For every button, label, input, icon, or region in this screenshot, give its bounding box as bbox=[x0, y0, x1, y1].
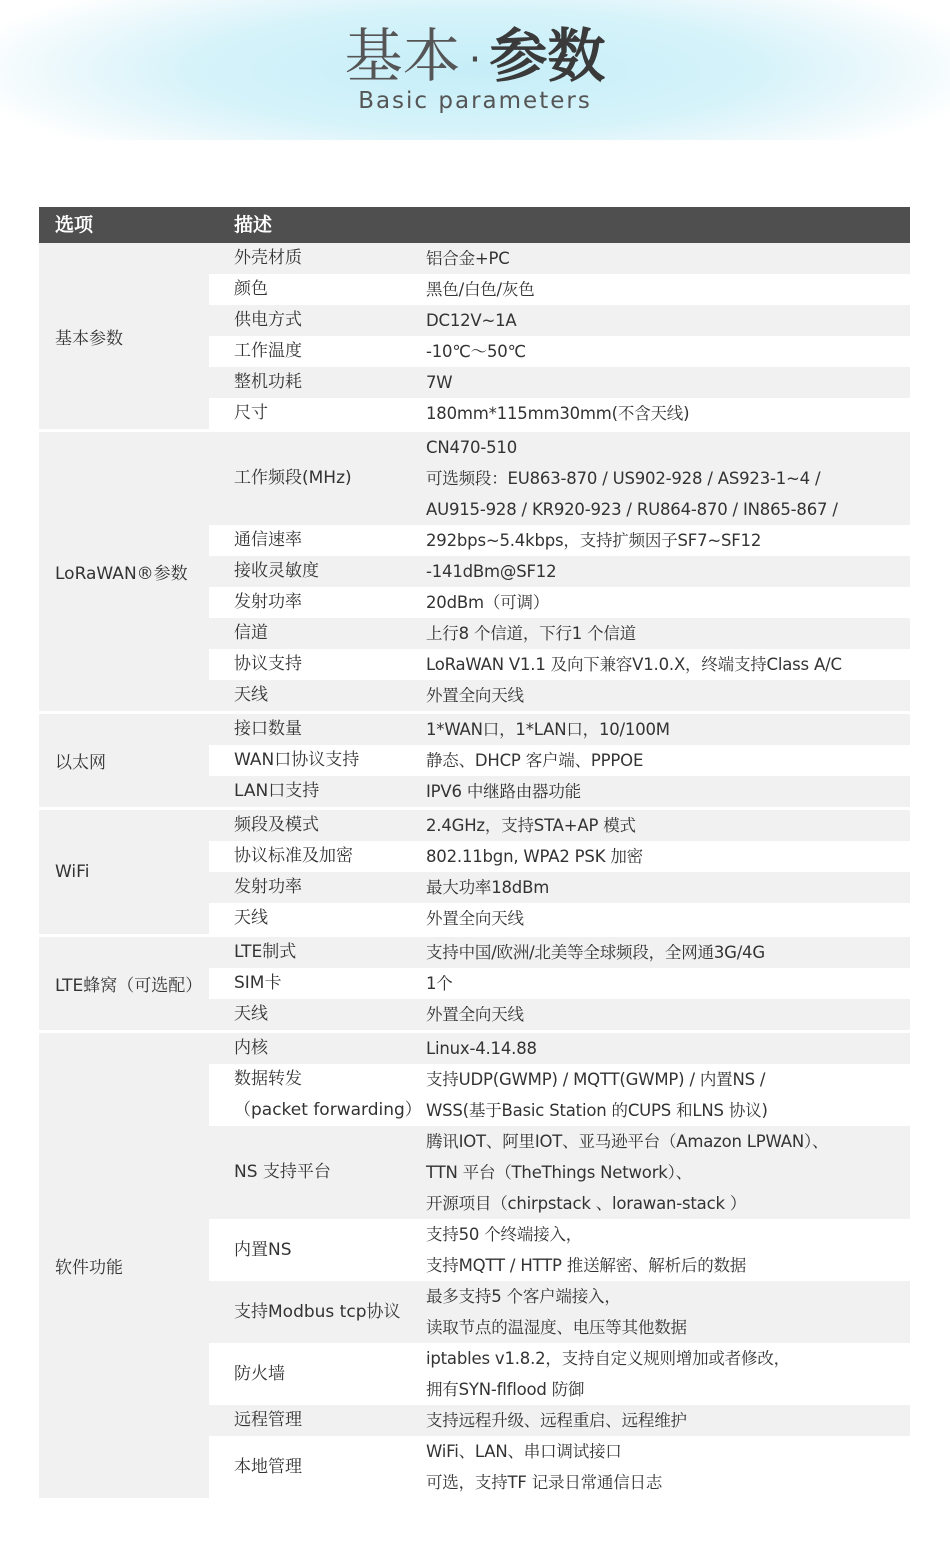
table-row bbox=[209, 587, 910, 618]
row-value-line: 支持远程升级、远程重启、远程维护 bbox=[426, 1411, 687, 1430]
row-value bbox=[426, 243, 910, 274]
row-value-line: IPV6 中继路由器功能 bbox=[426, 782, 581, 801]
table-row bbox=[209, 398, 910, 429]
row-key-line: 协议标准及加密 bbox=[234, 846, 353, 866]
row-value bbox=[426, 1436, 910, 1498]
table-row bbox=[209, 274, 910, 305]
row-value bbox=[426, 1343, 910, 1405]
row-key-line: 天线 bbox=[234, 685, 268, 705]
table-row bbox=[209, 367, 910, 398]
spec-group bbox=[39, 243, 910, 432]
group-rows bbox=[209, 243, 910, 429]
row-key-line: 内核 bbox=[234, 1038, 268, 1058]
row-key-line: 远程管理 bbox=[234, 1410, 302, 1430]
row-value-line: WSS(基于Basic Station 的CUPS 和LNS 协议) bbox=[426, 1101, 768, 1120]
table-row bbox=[209, 1343, 910, 1405]
row-value-line: 2.4GHz，支持STA+AP 模式 bbox=[426, 816, 636, 835]
row-key bbox=[209, 745, 426, 776]
row-key-line: 接收灵敏度 bbox=[234, 561, 319, 581]
row-key bbox=[209, 618, 426, 649]
row-value bbox=[426, 398, 910, 429]
row-value-line: AU915-928 / KR920-923 / RU864-870 / IN865-867 / bbox=[426, 500, 838, 519]
row-key bbox=[209, 274, 426, 305]
row-key-line: 天线 bbox=[234, 1004, 268, 1024]
row-value-line: 最多支持5 个客户端接入， bbox=[426, 1287, 621, 1306]
row-key-line: 发射功率 bbox=[234, 877, 302, 897]
row-value bbox=[426, 1281, 910, 1343]
table-row bbox=[209, 1436, 910, 1498]
row-key bbox=[209, 336, 426, 367]
row-value bbox=[426, 525, 910, 556]
row-key-line: 整机功耗 bbox=[234, 372, 302, 392]
row-key bbox=[209, 398, 426, 429]
row-value bbox=[426, 274, 910, 305]
row-value-line: 铝合金+PC bbox=[426, 249, 510, 268]
group-name: 以太网 bbox=[39, 714, 209, 807]
row-key bbox=[209, 680, 426, 711]
row-value bbox=[426, 1126, 910, 1219]
table-row bbox=[209, 1126, 910, 1219]
group-rows bbox=[209, 1033, 910, 1498]
row-value-line: 外置全向天线 bbox=[426, 909, 524, 928]
table-row bbox=[209, 1219, 910, 1281]
row-key-line: WAN口协议支持 bbox=[234, 750, 360, 770]
column-header-option: 选项 bbox=[55, 214, 94, 236]
row-key bbox=[209, 1436, 426, 1498]
page-title bbox=[0, 22, 950, 94]
row-value-line: WiFi、LAN、串口调试接口 bbox=[426, 1442, 622, 1461]
row-value bbox=[426, 810, 910, 841]
table-row bbox=[209, 937, 910, 968]
row-value-line: 开源项目（chirpstack 、lorawan-stack ） bbox=[426, 1194, 747, 1213]
group-rows bbox=[209, 937, 910, 1030]
row-key-line: 频段及模式 bbox=[234, 815, 319, 835]
row-value bbox=[426, 336, 910, 367]
row-key-line: （packet forwarding） bbox=[234, 1100, 422, 1120]
table-row bbox=[209, 776, 910, 807]
row-key bbox=[209, 1405, 426, 1436]
row-value-line: 拥有SYN-flflood 防御 bbox=[426, 1380, 585, 1399]
table-row bbox=[209, 1405, 910, 1436]
row-value-line: -141dBm@SF12 bbox=[426, 562, 557, 581]
row-value bbox=[426, 432, 910, 525]
row-key-line: SIM卡 bbox=[234, 973, 282, 993]
row-key bbox=[209, 714, 426, 745]
row-value-line: 292bps~5.4kbps，支持扩频因子SF7~SF12 bbox=[426, 531, 762, 550]
row-value-line: 20dBm（可调） bbox=[426, 593, 550, 612]
row-key-line: 数据转发 bbox=[234, 1069, 302, 1089]
row-value bbox=[426, 745, 910, 776]
row-key-line: 发射功率 bbox=[234, 592, 302, 612]
row-value bbox=[426, 556, 910, 587]
table-row bbox=[209, 680, 910, 711]
row-value bbox=[426, 968, 910, 999]
row-key bbox=[209, 1126, 426, 1219]
row-value bbox=[426, 649, 910, 680]
row-key-line: 协议支持 bbox=[234, 654, 302, 674]
row-key bbox=[209, 937, 426, 968]
row-value-line: TTN 平台（TheThings Network）、 bbox=[426, 1163, 692, 1182]
row-key-line: 工作频段(MHz) bbox=[234, 468, 352, 488]
column-header-description: 描述 bbox=[234, 214, 273, 236]
title-bold: 参数 bbox=[489, 22, 606, 90]
row-value-line: 外置全向天线 bbox=[426, 1005, 524, 1024]
row-value bbox=[426, 367, 910, 398]
group-rows bbox=[209, 810, 910, 934]
row-value-line: 支持50 个终端接入， bbox=[426, 1225, 583, 1244]
group-name: LTE蜂窝（可选配） bbox=[39, 937, 209, 1030]
row-value bbox=[426, 587, 910, 618]
row-value bbox=[426, 305, 910, 336]
table-row bbox=[209, 1033, 910, 1064]
table-row bbox=[209, 841, 910, 872]
row-key bbox=[209, 367, 426, 398]
spec-table bbox=[39, 207, 910, 1501]
row-value-line: -10℃〜50℃ bbox=[426, 342, 526, 361]
table-body bbox=[39, 243, 910, 1501]
row-key bbox=[209, 1343, 426, 1405]
spec-group bbox=[39, 810, 910, 937]
row-key bbox=[209, 776, 426, 807]
spec-group bbox=[39, 432, 910, 714]
row-value-line: 1*WAN口，1*LAN口，10/100M bbox=[426, 720, 670, 739]
row-key bbox=[209, 999, 426, 1030]
title-light: 基本 bbox=[344, 22, 461, 90]
row-value-line: 静态、DHCP 客户端、PPPOE bbox=[426, 751, 644, 770]
table-row bbox=[209, 525, 910, 556]
table-row bbox=[209, 1064, 910, 1126]
row-key bbox=[209, 841, 426, 872]
row-key-line: 尺寸 bbox=[234, 403, 268, 423]
row-key-line: NS 支持平台 bbox=[234, 1162, 331, 1182]
row-key bbox=[209, 525, 426, 556]
row-value bbox=[426, 841, 910, 872]
table-row bbox=[209, 999, 910, 1030]
row-key bbox=[209, 305, 426, 336]
row-value bbox=[426, 1064, 910, 1126]
group-rows bbox=[209, 432, 910, 711]
row-value bbox=[426, 1405, 910, 1436]
table-row bbox=[209, 556, 910, 587]
row-key-line: 内置NS bbox=[234, 1239, 292, 1260]
row-key bbox=[209, 243, 426, 274]
row-key bbox=[209, 872, 426, 903]
table-row bbox=[209, 810, 910, 841]
row-value-line: 1个 bbox=[426, 974, 453, 993]
spec-group bbox=[39, 1033, 910, 1501]
row-key bbox=[209, 810, 426, 841]
table-row bbox=[209, 305, 910, 336]
row-value bbox=[426, 680, 910, 711]
row-key-line: 本地管理 bbox=[234, 1456, 302, 1477]
table-row bbox=[209, 714, 910, 745]
row-value-line: LoRaWAN V1.1 及向下兼容V1.0.X，终端支持Class A/C bbox=[426, 655, 842, 674]
table-row bbox=[209, 968, 910, 999]
row-value-line: 802.11bgn, WPA2 PSK 加密 bbox=[426, 847, 643, 866]
row-value bbox=[426, 1219, 910, 1281]
row-key-line: 供电方式 bbox=[234, 310, 302, 330]
page-subtitle: Basic parameters bbox=[358, 88, 592, 114]
row-key-line: 防火墙 bbox=[234, 1363, 285, 1384]
row-value-line: 黑色/白色/灰色 bbox=[426, 280, 535, 299]
row-value-line: 可选频段：EU863-870 / US902-928 / AS923-1~4 / bbox=[426, 469, 821, 488]
spec-group bbox=[39, 937, 910, 1033]
row-value-line: 最大功率18dBm bbox=[426, 878, 550, 897]
table-row bbox=[209, 243, 910, 274]
table-row bbox=[209, 1281, 910, 1343]
row-value-line: 腾讯IOT、阿里IOT、亚马逊平台（Amazon LPWAN）、 bbox=[426, 1132, 829, 1151]
row-value-line: iptables v1.8.2，支持自定义规则增加或者修改， bbox=[426, 1349, 790, 1368]
row-key bbox=[209, 556, 426, 587]
title-dot: · bbox=[468, 36, 482, 83]
group-rows bbox=[209, 714, 910, 807]
header-banner bbox=[0, 0, 950, 140]
row-value bbox=[426, 1033, 910, 1064]
row-value bbox=[426, 776, 910, 807]
table-row bbox=[209, 432, 910, 525]
group-name: LoRaWAN®参数 bbox=[39, 432, 209, 711]
row-key bbox=[209, 1219, 426, 1281]
row-value bbox=[426, 937, 910, 968]
row-key bbox=[209, 587, 426, 618]
row-value-line: Linux-4.14.88 bbox=[426, 1039, 537, 1058]
row-value-line: CN470-510 bbox=[426, 438, 518, 457]
row-key bbox=[209, 903, 426, 934]
row-value-line: DC12V~1A bbox=[426, 311, 517, 330]
row-key bbox=[209, 432, 426, 525]
group-name: 基本参数 bbox=[39, 243, 209, 429]
row-value-line: 上行8 个信道，下行1 个信道 bbox=[426, 624, 636, 643]
row-key bbox=[209, 1033, 426, 1064]
table-row bbox=[209, 872, 910, 903]
row-key-line: 天线 bbox=[234, 908, 268, 928]
row-key bbox=[209, 649, 426, 680]
row-value-line: 180mm*115mm30mm(不含天线) bbox=[426, 404, 690, 423]
row-value bbox=[426, 999, 910, 1030]
row-value-line: 读取节点的温湿度、电压等其他数据 bbox=[426, 1318, 687, 1337]
table-row bbox=[209, 618, 910, 649]
table-row bbox=[209, 745, 910, 776]
table-header bbox=[39, 207, 910, 243]
table-row bbox=[209, 903, 910, 934]
row-key bbox=[209, 968, 426, 999]
row-key bbox=[209, 1064, 426, 1126]
row-key-line: LAN口支持 bbox=[234, 781, 320, 801]
row-key-line: 颜色 bbox=[234, 279, 268, 299]
row-value-line: 外置全向天线 bbox=[426, 686, 524, 705]
row-value bbox=[426, 618, 910, 649]
table-row bbox=[209, 649, 910, 680]
row-key-line: LTE制式 bbox=[234, 942, 297, 962]
row-value-line: 支持MQTT / HTTP 推送解密、解析后的数据 bbox=[426, 1256, 747, 1275]
row-value-line: 可选，支持TF 记录日常通信日志 bbox=[426, 1473, 663, 1492]
row-value-line: 7W bbox=[426, 373, 453, 392]
group-name: 软件功能 bbox=[39, 1033, 209, 1498]
row-value-line: 支持中国/欧洲/北美等全球频段，全网通3G/4G bbox=[426, 943, 765, 962]
row-value bbox=[426, 872, 910, 903]
spec-group bbox=[39, 714, 910, 810]
row-key-line: 支持Modbus tcp协议 bbox=[234, 1301, 401, 1322]
row-value bbox=[426, 714, 910, 745]
row-value-line: 支持UDP(GWMP) / MQTT(GWMP) / 内置NS / bbox=[426, 1070, 766, 1089]
row-key-line: 通信速率 bbox=[234, 530, 302, 550]
table-row bbox=[209, 336, 910, 367]
row-key bbox=[209, 1281, 426, 1343]
row-key-line: 信道 bbox=[234, 623, 268, 643]
row-value bbox=[426, 903, 910, 934]
row-key-line: 接口数量 bbox=[234, 719, 302, 739]
row-key-line: 工作温度 bbox=[234, 341, 302, 361]
group-name: WiFi bbox=[39, 810, 209, 934]
row-key-line: 外壳材质 bbox=[234, 248, 302, 268]
